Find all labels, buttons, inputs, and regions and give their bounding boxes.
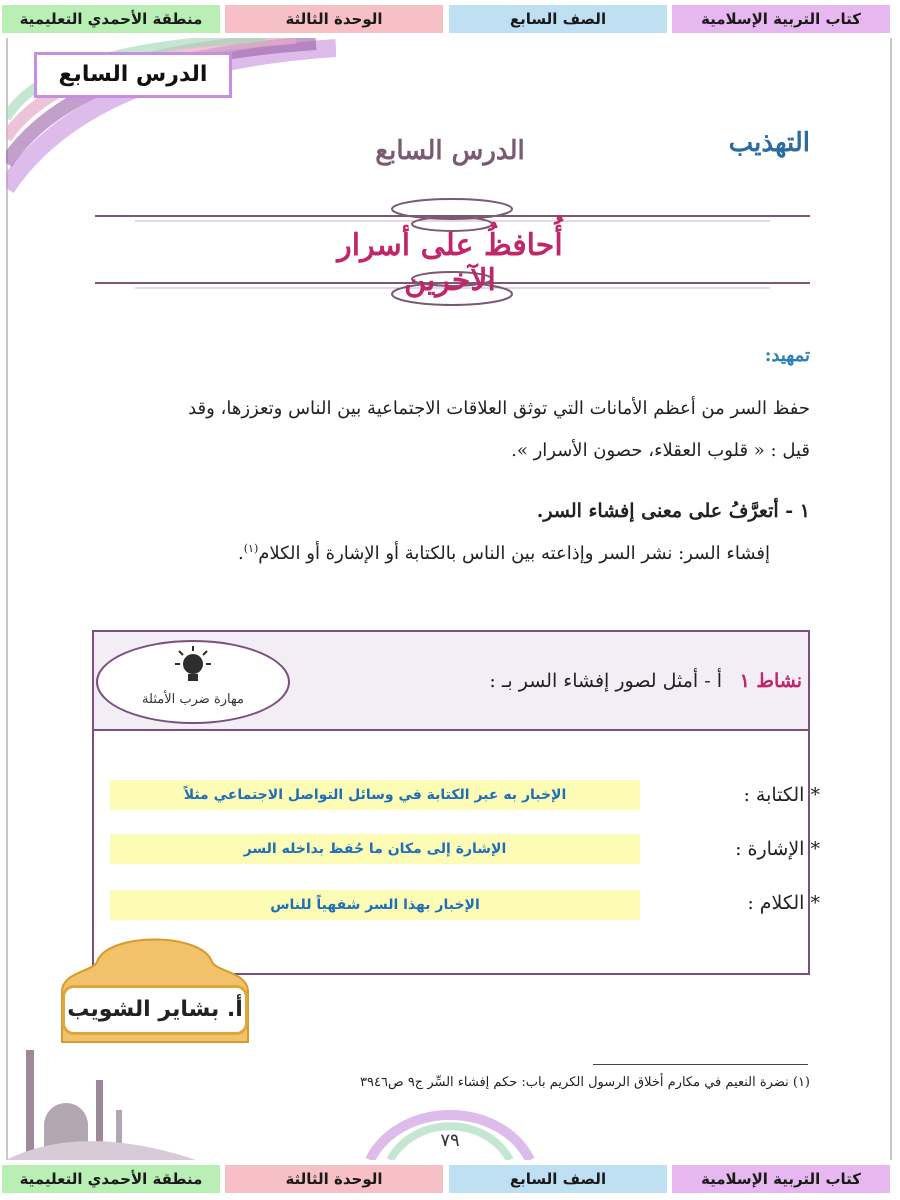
bottom-header (0, 1164, 900, 1194)
footnote-divider (593, 1064, 808, 1065)
footnote-mark: (١) (243, 542, 259, 555)
lesson-tag: الدرس السابع (34, 52, 232, 98)
section-1-heading: ١ - أتعرَّفُ على معنى إفشاء السر. (536, 500, 810, 522)
intro-heading: تمهيد: (764, 345, 810, 366)
teacher-name: أ. بشاير الشويب (62, 985, 248, 1035)
row-label-speech: * الكلام : (747, 892, 820, 914)
header-unit: الوحدة الثالثة (225, 5, 443, 33)
row-label-gesture: * الإشارة : (735, 838, 820, 860)
top-header (0, 4, 900, 34)
footnote: (١) نضرة النعيم في مكارم أخلاق الرسول الكريم باب: حكم إفشاء السِّر ج٩ ص٣٩٤٦ (360, 1075, 810, 1090)
header-book: كتاب التربية الإسلامية (672, 5, 890, 33)
activity-instruction: أ - أمثل لصور إفشاء السر بـ : (489, 670, 722, 692)
intro-line-2: قيل : « قلوب العقلاء، حصون الأسرار ». (511, 440, 810, 461)
mosque-silhouette-decoration (6, 1030, 196, 1160)
footer-grade: الصف السابع (449, 1165, 667, 1193)
skill-badge (96, 640, 290, 724)
footer-region: منطقة الأحمدي التعليمية (2, 1165, 220, 1193)
section-1-definition: إفشاء السر: نشر السر وإذاعته بين الناس بالكتابة أو الإشارة أو الكلام$^{(١)}$. (237, 542, 770, 564)
answer-speech: الإخبار بهذا السر شفهياً للناس (110, 890, 640, 920)
intro-line-1: حفظ السر من أعظم الأمانات التي توثق العلاقات الاجتماعية بين الناس وتعززها، وقد (188, 398, 810, 419)
answer-writing: الإخبار به عبر الكتابة في وسائل التواصل الاجتماعي مثلاً (110, 780, 640, 810)
lesson-title: أُحافظُ على أسرار الآخرين (337, 228, 563, 298)
skill-label: مهارة ضرب الأمثلة (142, 692, 244, 707)
footer-book: كتاب التربية الإسلامية (672, 1165, 890, 1193)
header-region: منطقة الأحمدي التعليمية (2, 5, 220, 33)
activity-header (94, 632, 808, 731)
lesson-number: الدرس السابع (375, 136, 525, 166)
row-label-writing: * الكتابة : (743, 784, 820, 806)
footer-unit: الوحدة الثالثة (225, 1165, 443, 1193)
lightbulb-icon (173, 646, 213, 690)
answer-gesture: الإشارة إلى مكان ما حُفظ بداخله السر (110, 834, 640, 864)
subject-title: التهذيب (728, 128, 810, 158)
page-number: ٧٩ (440, 1130, 460, 1151)
header-grade: الصف السابع (449, 5, 667, 33)
activity-label: نشاط ١ (739, 670, 802, 692)
